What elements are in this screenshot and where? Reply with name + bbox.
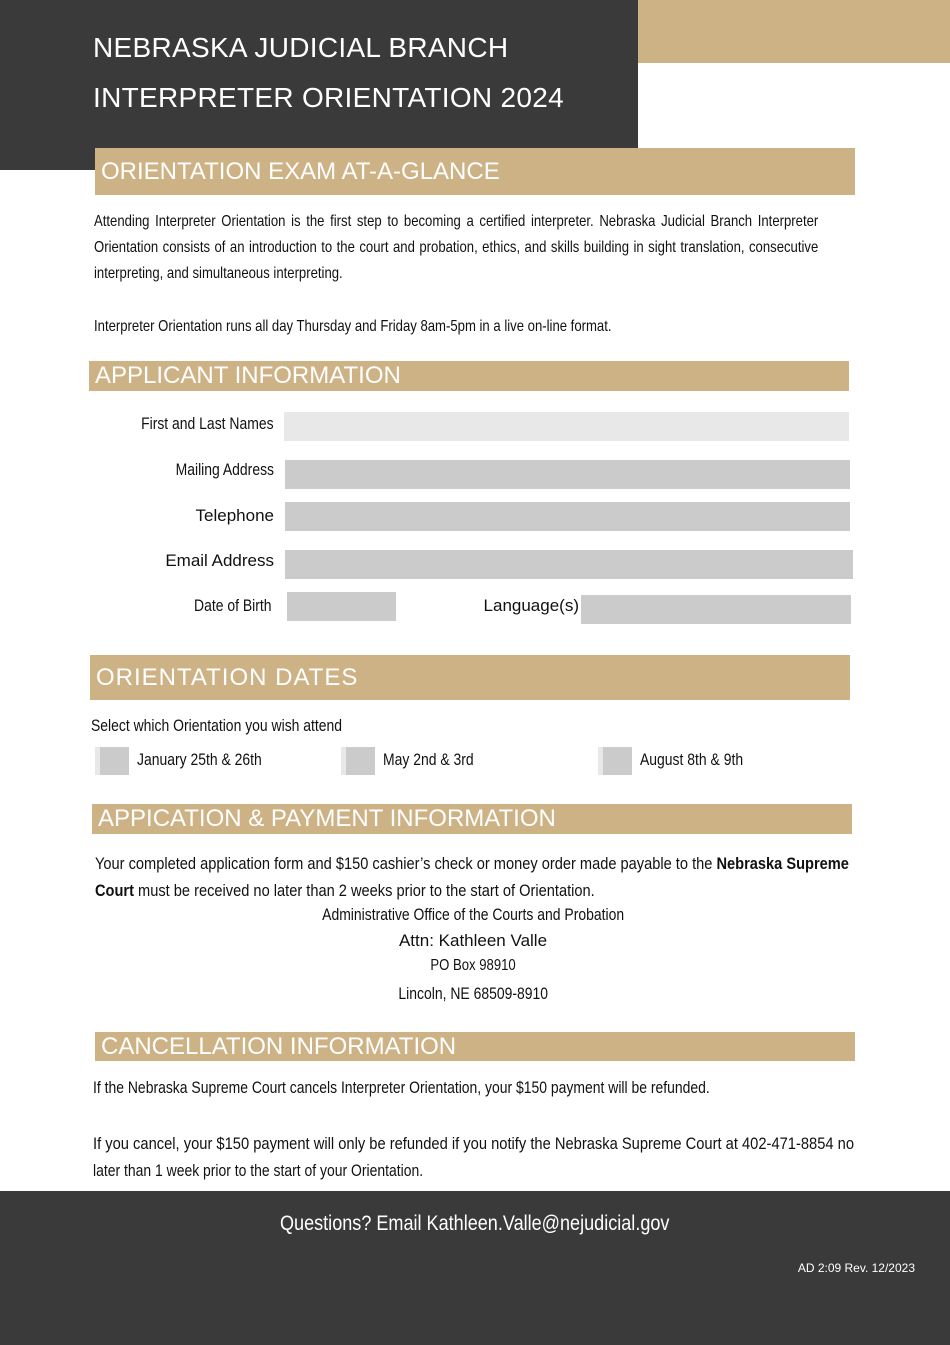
- dates-prompt-text: Select which Orientation you wish attend: [91, 716, 343, 735]
- address-line-1-text: Administrative Office of the Courts and Probation: [322, 905, 624, 924]
- address-line-4: [273, 984, 673, 1004]
- address-label-text: Mailing Address: [175, 460, 274, 479]
- january-checkbox[interactable]: [95, 747, 129, 775]
- address-line-1: [273, 905, 673, 925]
- cancellation-paragraph-2-line1: If you cancel, your $150 payment will only be refunded if you notify the Nebraska Supreme Court at 402-471-8854 no: [93, 1134, 855, 1153]
- cancellation-paragraph-2: [93, 1130, 950, 1184]
- payment-heading-text: APPICATION & PAYMENT INFORMATION: [98, 805, 556, 832]
- payment-text-b: must be received no later than 2 weeks prior to the start of Orientation.: [133, 881, 595, 900]
- dates-heading-text: ORIENTATION DATES: [96, 664, 359, 691]
- footer-revision: [798, 1261, 915, 1275]
- dob-label-text: Date of Birth: [193, 596, 271, 615]
- payment-heading: [92, 804, 852, 834]
- overview-paragraph-1-text: Attending Interpreter Orientation is the first step to becoming a certified interpreter. Nebraska Judicial Branch Interpreter Orientation consists of an introduction to the court and probation, ethics, and skills building in sight translation, consecutive interpreting, and simultaneous interpreting.: [94, 213, 819, 282]
- footer-questions: [280, 1212, 733, 1236]
- language-label: [450, 596, 579, 616]
- may-checkbox[interactable]: [341, 747, 375, 775]
- cancellation-paragraph-1: [93, 1078, 845, 1098]
- cancellation-heading: [95, 1032, 855, 1061]
- phone-input[interactable]: [285, 502, 850, 531]
- footer-revision-text: AD 2:09 Rev. 12/2023: [797, 1261, 915, 1275]
- name-input[interactable]: [284, 412, 849, 441]
- language-input[interactable]: [581, 595, 851, 624]
- footer-questions-text: Questions? Email Kathleen.Valle@nejudicial.gov: [280, 1212, 670, 1235]
- header-title-line2: INTERPRETER ORIENTATION 2024: [93, 82, 565, 113]
- email-label-text: Email Address: [165, 551, 274, 570]
- name-label: [90, 414, 274, 434]
- language-label-text: Language(s): [483, 596, 579, 615]
- address-line-2-text: Attn: Kathleen Valle: [398, 931, 548, 950]
- applicant-heading: [89, 361, 849, 391]
- address-line-3: [273, 957, 673, 975]
- dob-input[interactable]: [287, 592, 396, 621]
- phone-label: [90, 506, 274, 526]
- dates-heading: [90, 655, 850, 700]
- phone-label-text: Telephone: [195, 506, 274, 525]
- may-label: [383, 750, 494, 770]
- payment-text-a: Your completed application form and $150 cashier’s check or money order made payable to the: [95, 854, 717, 873]
- applicant-heading-text: APPLICANT INFORMATION: [95, 362, 401, 389]
- august-label: [640, 750, 766, 770]
- address-line-2: [273, 931, 673, 951]
- overview-heading-text: ORIENTATION EXAM AT-A-GLANCE: [101, 158, 500, 185]
- payment-payee-2: Court: [95, 881, 134, 900]
- overview-paragraph-1: [94, 209, 818, 287]
- payment-payee-1: Nebraska Supreme: [716, 854, 849, 873]
- dates-prompt: [91, 716, 397, 736]
- header-tan-block: [638, 0, 950, 63]
- overview-paragraph-2: [94, 314, 818, 340]
- cancellation-heading-text: CANCELLATION INFORMATION: [101, 1033, 457, 1060]
- address-label: [90, 460, 274, 480]
- august-label-text: August 8th & 9th: [640, 750, 744, 769]
- overview-paragraph-2-text: Interpreter Orientation runs all day Thursday and Friday 8am-5pm in a live on-line format.: [94, 318, 612, 335]
- dob-label: [90, 596, 271, 616]
- email-input[interactable]: [285, 550, 853, 579]
- address-line-3-text: PO Box 98910: [430, 957, 516, 974]
- address-input[interactable]: [285, 460, 850, 489]
- may-label-text: May 2nd & 3rd: [383, 750, 474, 769]
- header-title-line1: NEBRASKA JUDICIAL BRANCH: [93, 32, 509, 63]
- name-label-text: First and Last Names: [141, 414, 274, 433]
- january-label-text: January 25th & 26th: [137, 750, 262, 769]
- email-label: [90, 551, 274, 571]
- address-line-4-text: Lincoln, NE 68509-8910: [398, 984, 548, 1003]
- cancellation-paragraph-2-line2: later than 1 week prior to the start of your Orientation.: [93, 1161, 424, 1180]
- january-label: [137, 750, 289, 770]
- payment-paragraph: [95, 850, 855, 904]
- overview-heading: [95, 148, 855, 195]
- cancellation-paragraph-1-text: If the Nebraska Supreme Court cancels Interpreter Orientation, your $150 payment will be refunded.: [93, 1078, 710, 1097]
- august-checkbox[interactable]: [598, 747, 632, 775]
